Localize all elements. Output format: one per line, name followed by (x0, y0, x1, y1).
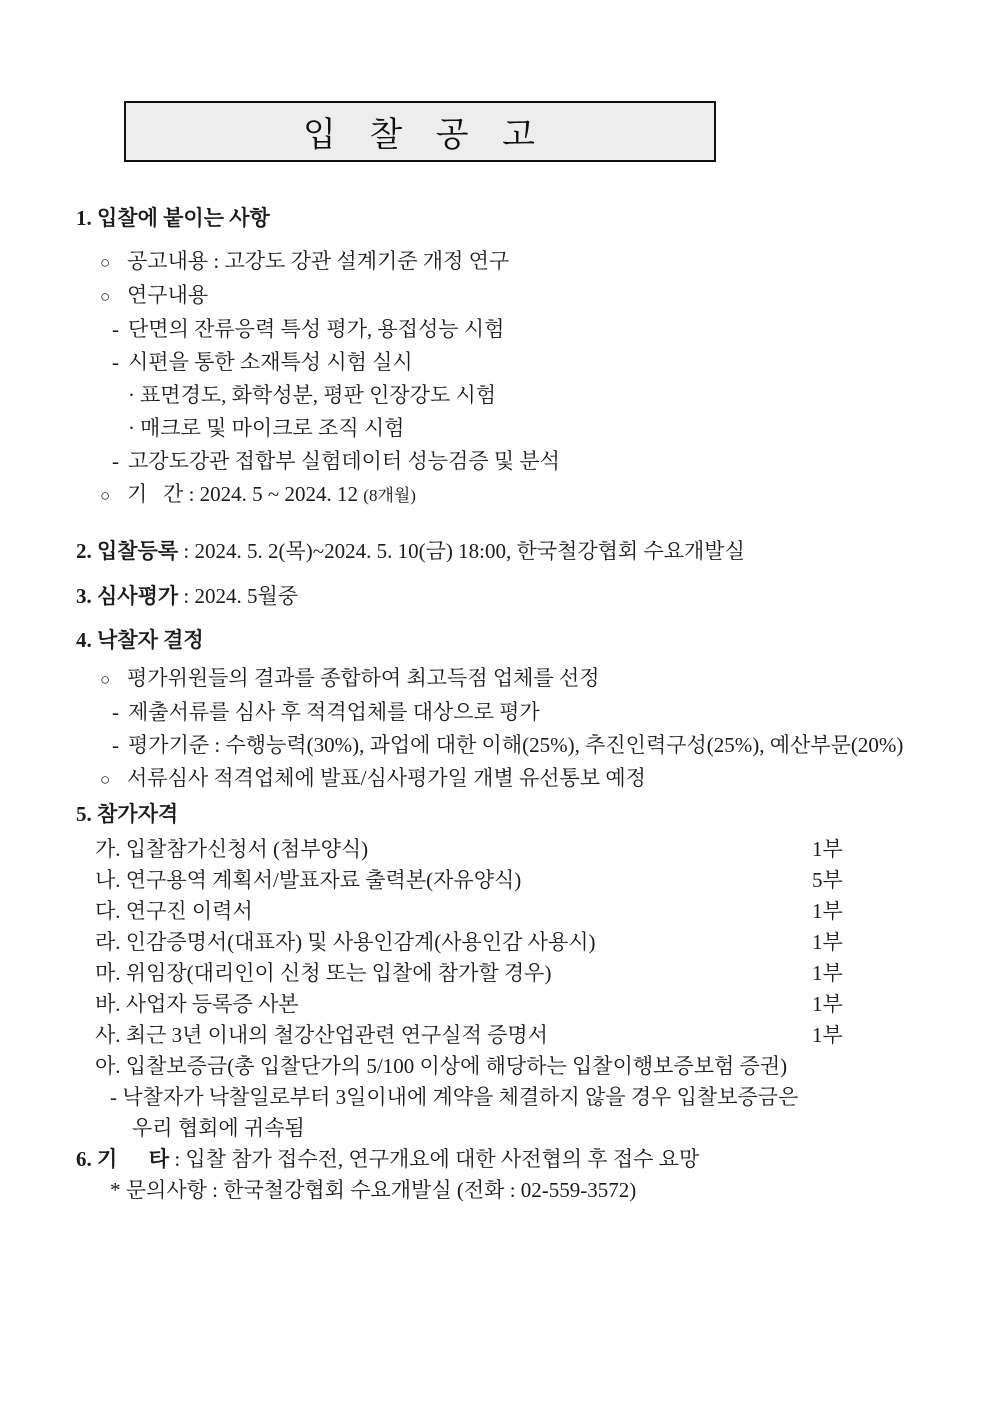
document-row (76, 958, 932, 989)
dash-bullet-icon: - (112, 733, 119, 757)
row-copy-count: 1부 (812, 992, 843, 1016)
list-item-text: 평가위원들의 결과를 종합하여 최고득점 업체를 선정 (127, 666, 600, 690)
list-item-text: 표면경도, 화학성분, 평판 인장강도 시험 (140, 383, 497, 407)
list-item (76, 279, 932, 313)
dash-bullet-icon: - (112, 350, 119, 374)
document-body (0, 202, 992, 1206)
list-item-text: 제출서류를 심사 후 적격업체를 대상으로 평가 (128, 700, 540, 724)
section-5-heading (76, 798, 932, 831)
dash-bullet-icon: - (112, 317, 119, 341)
document-row (76, 989, 932, 1020)
row-copy-count: 5부 (812, 868, 843, 892)
document-row (76, 927, 932, 958)
section-4-title: 낙찰자 결정 (97, 628, 204, 652)
title-box (124, 101, 716, 162)
row-label: 나. 연구용역 계획서/발표자료 출력본(자유양식) (95, 868, 522, 892)
list-item-text: 연구내용 (127, 283, 209, 307)
document-page (0, 101, 992, 1403)
contact-info: * 문의사항 : 한국철강협회 수요개발실 (전화 : 02-559-3572) (110, 1178, 637, 1202)
row-label: 다. 연구진 이력서 (95, 899, 253, 923)
section-2-title: 입찰등록 (97, 539, 179, 563)
list-item-text: 시편을 통한 소재특성 시험 실시 (128, 350, 413, 374)
document-row (76, 865, 932, 896)
section-1-heading (76, 202, 932, 235)
section-2-heading (76, 535, 932, 568)
list-item-text: 평가기준 : 수행능력(30%), 과업에 대한 이해(25%), 추진인력구성(25%), 예산부문(20%) (128, 733, 904, 757)
list-item-period (76, 478, 932, 512)
circle-bullet-icon: ○ (100, 770, 111, 789)
row-label: 라. 인감증명서(대표자) 및 사용인감계(사용인감 사용시) (95, 930, 596, 954)
document-title: 입 찰 공 고 (303, 117, 537, 154)
section-4-number: 4. (76, 628, 97, 652)
list-item (76, 412, 932, 445)
section-1-title: 입찰에 붙이는 사항 (97, 206, 270, 230)
list-item-text: 고강도강관 접합부 실험데이터 성능검증 및 분석 (128, 449, 560, 473)
circle-bullet-icon: ○ (100, 287, 111, 306)
list-item (76, 696, 932, 729)
list-item (76, 245, 932, 279)
row-copy-count: 1부 (812, 1023, 843, 1047)
deposit-note-line-1: - 낙찰자가 낙찰일로부터 3일이내에 계약을 체결하지 않을 경우 입찰보증금은 (110, 1085, 799, 1109)
section-3-heading (76, 580, 932, 613)
document-row (76, 834, 932, 865)
list-item-text: 단면의 잔류응력 특성 평가, 용접성능 시험 (128, 317, 505, 341)
section-5-title: 참가자격 (97, 802, 179, 826)
row-label: 사. 최근 3년 이내의 철강산업관련 연구실적 증명서 (95, 1023, 548, 1047)
period-duration: (8개월) (363, 486, 416, 505)
section-3-value: : 2024. 5월중 (178, 584, 299, 608)
section-4-heading (76, 624, 932, 657)
section-2-value: : 2024. 5. 2(목)~2024. 5. 10(금) 18:00, 한국철강협회 수요개발실 (178, 539, 745, 563)
section-1-number: 1. (76, 206, 97, 230)
dot-bullet-icon: · (128, 383, 135, 407)
document-row (76, 1020, 932, 1051)
list-item-text: 매크로 및 마이크로 조직 시험 (140, 416, 405, 440)
document-row (76, 896, 932, 927)
circle-bullet-icon: ○ (100, 253, 111, 272)
circle-bullet-icon: ○ (100, 670, 111, 689)
section-5-number: 5. (76, 802, 97, 826)
row-copy-count: 1부 (812, 837, 843, 861)
list-item (76, 379, 932, 412)
list-item (76, 729, 932, 762)
section-3-number: 3. (76, 584, 97, 608)
list-item (76, 445, 932, 478)
section-6-value: : 입찰 참가 접수전, 연구개요에 대한 사전협의 후 접수 요망 (169, 1147, 700, 1171)
section-6-title: 기 타 (97, 1147, 170, 1171)
section-3-title: 심사평가 (97, 584, 179, 608)
dash-bullet-icon: - (112, 449, 119, 473)
row-label: 가. 입찰참가신청서 (첨부양식) (95, 837, 369, 861)
list-item (76, 762, 932, 796)
deposit-note-line-2: 우리 협회에 귀속됨 (132, 1116, 305, 1140)
circle-bullet-icon: ○ (100, 486, 111, 505)
list-item-text: 서류심사 적격업체에 발표/심사평가일 개별 유선통보 예정 (127, 766, 646, 790)
row-copy-count: 1부 (812, 899, 843, 923)
period-text: 기 간 : 2024. 5 ~ 2024. 12 (127, 482, 364, 506)
row-label: 아. 입찰보증금(총 입찰단가의 5/100 이상에 해당하는 입찰이행보증보험 증권) (95, 1054, 788, 1078)
row-copy-count: 1부 (812, 961, 843, 985)
list-item (76, 346, 932, 379)
row-label: 바. 사업자 등록증 사본 (95, 992, 299, 1016)
section-6-number: 6. (76, 1147, 97, 1171)
list-item (76, 313, 932, 346)
row-copy-count: 1부 (812, 930, 843, 954)
section-2-number: 2. (76, 539, 97, 563)
list-item (76, 662, 932, 696)
dash-bullet-icon: - (112, 700, 119, 724)
dot-bullet-icon: · (128, 416, 135, 440)
section-6-heading (76, 1144, 932, 1175)
document-row (76, 1051, 932, 1082)
row-label: 마. 위임장(대리인이 신청 또는 입찰에 참가할 경우) (95, 961, 552, 985)
list-item-text: 공고내용 : 고강도 강관 설계기준 개정 연구 (127, 249, 510, 273)
